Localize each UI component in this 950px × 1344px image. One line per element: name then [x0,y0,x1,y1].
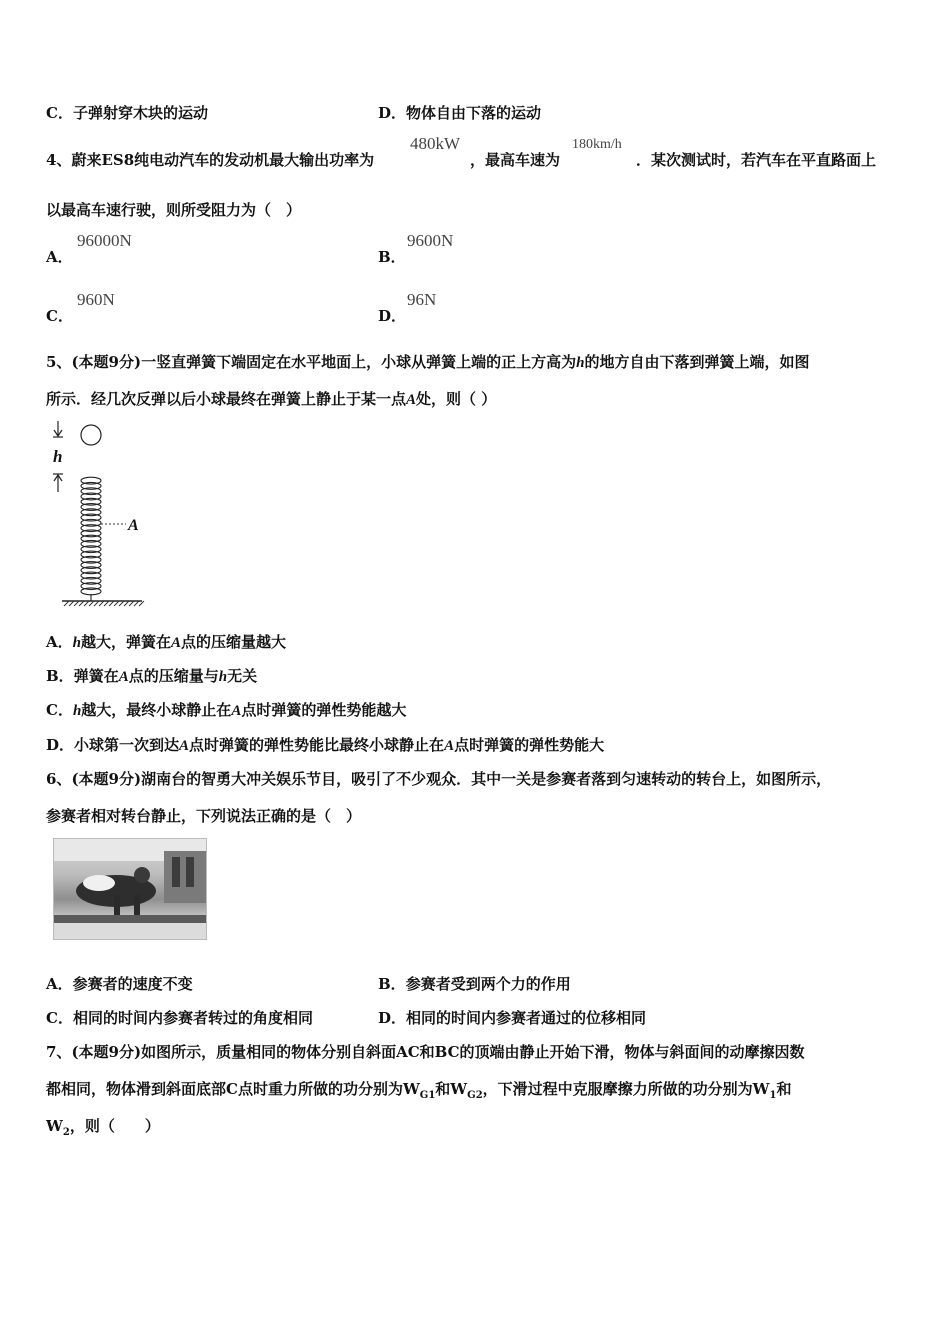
q6-option-a [46,973,193,994]
q4-line1 [46,149,374,170]
q5-text-1a: 一竖直弹簧下端固定在水平地面上，小球从弹簧上端的正上方高为 [141,353,577,371]
q5-option-c [46,699,406,720]
option-letter: C． [46,701,73,719]
hatch-line [119,601,124,606]
hatch-line [79,601,84,606]
option-text: 弹簧在 [73,667,119,685]
question-number: 6、 [46,770,72,788]
option-text: 参赛者的速度不变 [72,975,193,993]
option-text: 相同的时间内参赛者通过的位移相同 [406,1009,647,1027]
q3-option-c [46,102,208,123]
q4-option-b-value: 9600N [407,231,454,250]
hatch-line [129,601,134,606]
option-letter: A． [46,975,73,993]
q4-text-2: ，最高车速为 [470,151,561,169]
option-text: 点时弹簧的弹性势能比最终小球静止在 [189,736,445,754]
option-letter: B． [46,667,74,685]
option-letter: C． [46,104,73,122]
hatch-line [114,601,119,606]
hatch-line [94,601,99,606]
hatch-line [99,601,104,606]
q6-text-1: 湖南台的智勇大冲关娱乐节目，吸引了不少观众．其中一关是参赛者落到匀速转动的转台上，如图所示， [141,770,832,788]
q6-option-c [46,1007,313,1028]
var-h: h [218,669,228,685]
option-text: 越大，最终小球静止在 [81,701,232,719]
option-text: 点的压缩量与 [128,667,219,685]
q3-option-d [378,102,541,123]
var-a: A [444,738,455,754]
q6-line1 [46,768,831,789]
option-text: 点时弹簧的弹性势能越大 [241,701,407,719]
question-tag: (本题9分) [71,770,142,788]
q7-line2 [46,1078,792,1101]
q5-text-1b: 的地方自由下落到弹簧上端，如图 [584,353,810,371]
q6-option-b [378,973,571,994]
option-text: 越大，弹簧在 [80,633,171,651]
q7-text-2a: 都相同，物体滑到斜面底部C点时重力所做的功分别为W [46,1080,420,1098]
q6-line2: 参赛者相对转台静止，下列说法正确的是（ ） [46,807,362,825]
q4-option-a-value: 96000N [77,231,132,250]
q4-option-d-value: 96N [407,290,437,309]
option-text: 点的压缩量越大 [181,633,287,651]
q5-text-2b: 处，则（ ） [416,390,497,408]
q7-text-3b: ，则（ ） [69,1117,160,1135]
hatch-line [89,601,94,606]
option-text: 小球第一次到达 [74,736,180,754]
question-number: 4、 [46,151,72,169]
subscript-g1: G1 [419,1090,436,1101]
var-h: h [72,703,82,719]
hatch-line [104,601,109,606]
hatch-line [109,601,114,606]
spring-coil [81,588,101,595]
q6-option-d [378,1007,646,1028]
question-tag: (本题9分) [71,353,142,371]
option-letter: C． [46,1009,73,1027]
q7-text-2d: 和 [776,1080,792,1098]
option-letter: D． [378,104,407,122]
option-text: 相同的时间内参赛者转过的角度相同 [72,1009,313,1027]
q4-line2: 以最高车速行驶，则所受阻力为（ ） [46,201,302,219]
subscript-g2: G2 [467,1090,483,1101]
q4-option-b-letter: B． [378,248,406,266]
q4-option-c-letter: C． [46,307,73,325]
spring [81,477,101,601]
hatch-line [64,601,69,606]
q5-line1 [46,351,809,372]
q5-line2 [46,388,496,409]
hatch-line [69,601,74,606]
var-h: h [576,355,585,371]
q4-option-c-value: 960N [77,290,115,309]
q7-text-3a: W [46,1117,63,1135]
hatch-line [74,601,79,606]
option-text: 点时弹簧的弹性势能大 [454,736,605,754]
hatch-line [134,601,139,606]
q5-text-2a: 所示．经几次反弹以后小球最终在弹簧上静止于某一点 [46,390,407,408]
q5-option-b [46,665,257,686]
q4-text-1: 蔚来ES8纯电动汽车的发动机最大输出功率为 [71,151,375,169]
q5-option-a [46,631,286,652]
subscript-1: 1 [769,1090,777,1101]
q7-text-2c: ，下滑过程中克服摩擦力所做的功分别为W [482,1080,770,1098]
q7-line1 [46,1041,805,1062]
var-a: A [231,703,242,719]
option-letter: D． [46,736,75,754]
q4-option-d-letter: D． [378,307,407,325]
option-letter: D． [378,1009,407,1027]
spring-ball-figure [44,418,154,608]
q7-line3 [46,1115,160,1138]
ball [81,425,101,445]
q7-text-2b: 和W [435,1080,468,1098]
option-letter: A． [46,633,73,651]
q7-text-1: 如图所示，质量相同的物体分别自斜面AC和BC的顶端由静止开始下滑，物体与斜面间的动摩擦因数 [141,1043,805,1061]
hatch-line [139,601,144,606]
hatch-line [124,601,129,606]
var-a: A [179,738,190,754]
option-text: 子弹射穿木块的运动 [72,104,208,122]
turntable-photo [53,838,207,940]
photo-image [54,839,206,939]
q4-speed-value: 180km/h [572,137,622,152]
question-tag: (本题9分) [71,1043,142,1061]
option-text: 物体自由下落的运动 [406,104,542,122]
q5-option-d [46,734,604,755]
h-label: h [53,447,63,466]
hatch-line [84,601,89,606]
var-a: A [118,669,129,685]
a-label: A [128,517,139,534]
option-text: 无关 [227,667,258,685]
var-a: A [171,635,182,651]
var-a: A [406,392,417,408]
option-letter: B． [378,975,406,993]
question-number: 5、 [46,353,72,371]
question-number: 7、 [46,1043,72,1061]
q4-text-3: ．某次测试时，若汽车在平直路面上 [636,151,877,169]
q4-power-value: 480kW [410,134,461,153]
subscript-2: 2 [62,1127,70,1138]
option-text: 参赛者受到两个力的作用 [405,975,571,993]
q4-option-a-letter: A． [46,248,73,266]
var-h: h [72,635,81,651]
ground-hatch [64,601,144,606]
